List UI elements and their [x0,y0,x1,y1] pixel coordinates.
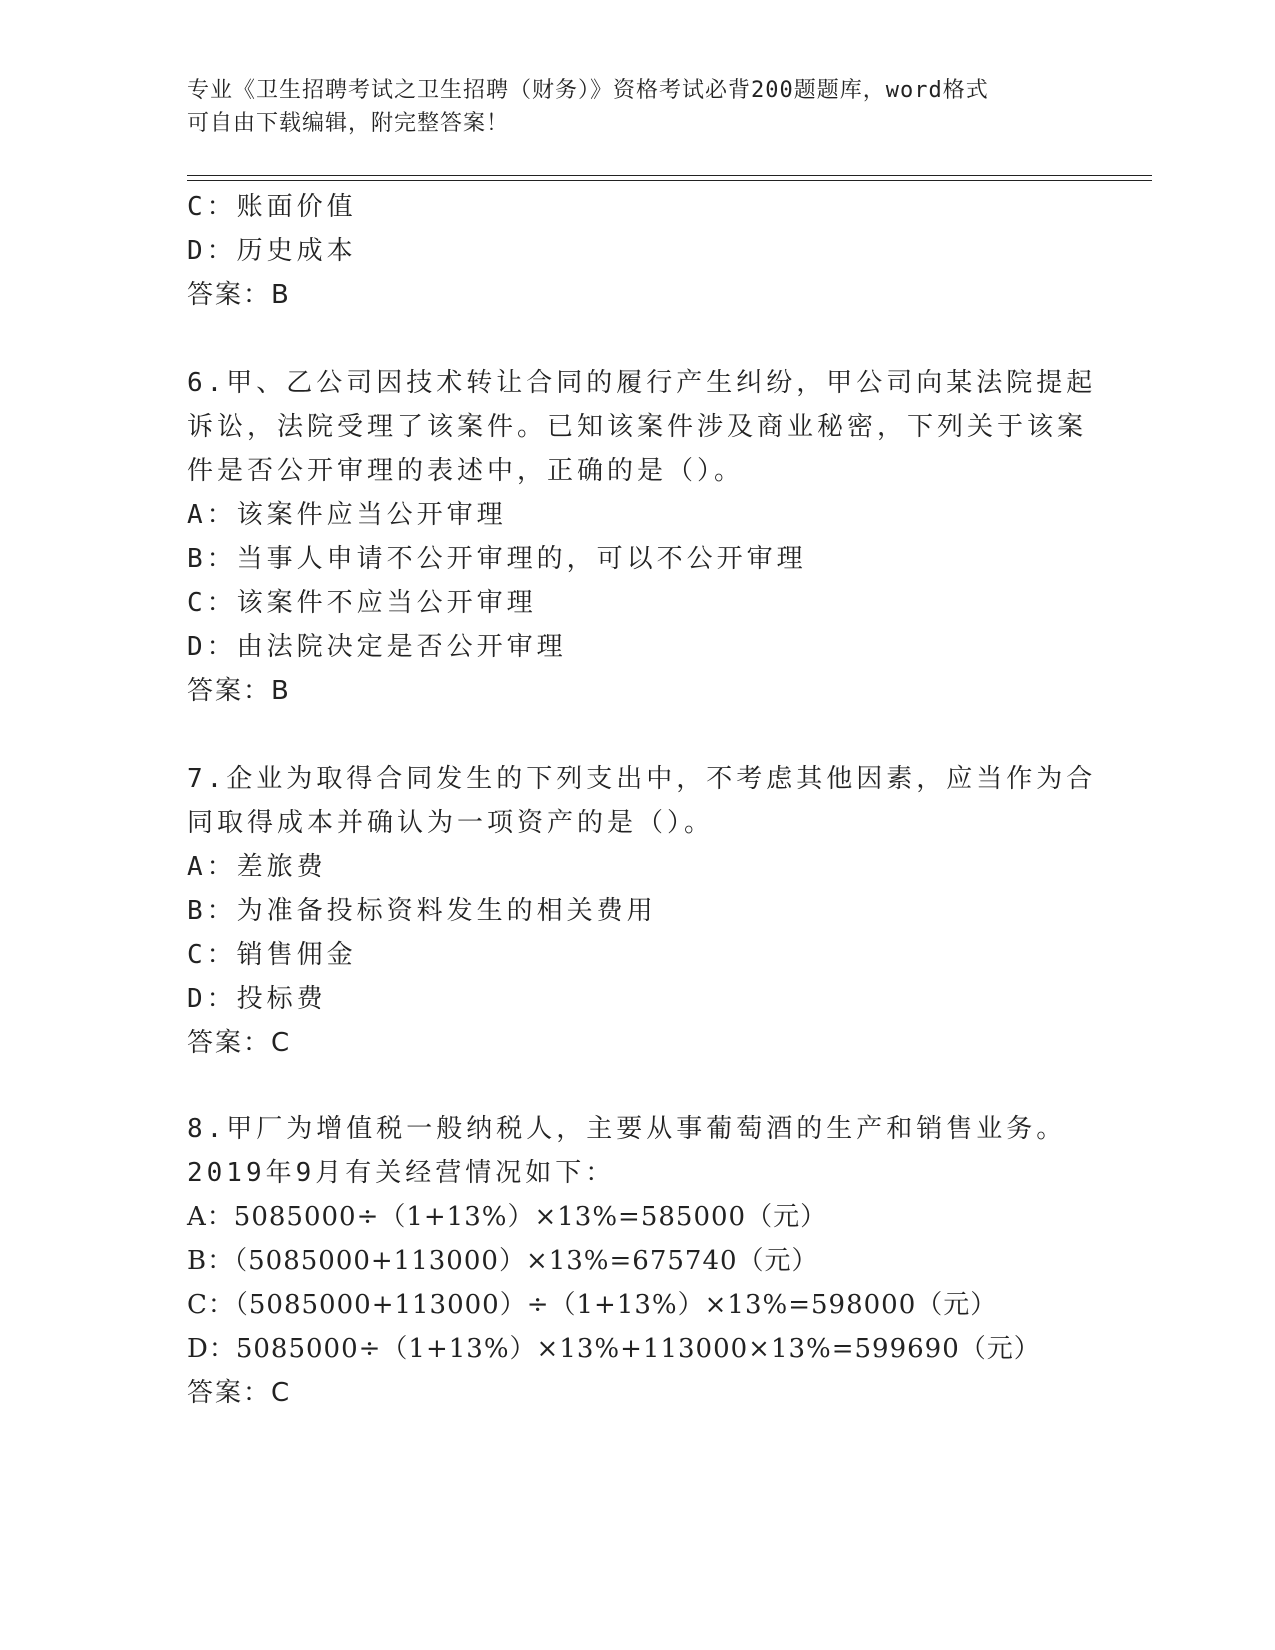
header-line-1: 专业《卫生招聘考试之卫生招聘（财务）》资格考试必背200题题库，word格式 [187,78,989,103]
q7-answer: 答案：C [187,1028,292,1058]
header-divider-top [187,175,1152,176]
q8-option-c: C：（5085000+113000）÷（1+13%）×13%=598000（元） [187,1290,998,1320]
q6-option-c: C：该案件不应当公开审理 [187,588,537,618]
q6-option-b: B：当事人申请不公开审理的，可以不公开审理 [187,544,807,574]
q7-option-b: B：为准备投标资料发生的相关费用 [187,896,657,926]
q8-answer: 答案：C [187,1378,292,1408]
q6-stem-line-1: 6.甲、乙公司因技术转让合同的履行产生纠纷，甲公司向某法院提起 [187,368,1097,398]
q6-option-d: D：由法院决定是否公开审理 [187,632,567,662]
q6-option-a: A：该案件应当公开审理 [187,500,507,530]
q8-option-b: B：（5085000+113000）×13%=675740（元） [187,1246,819,1276]
header-line-2: 可自由下载编辑，附完整答案！ [187,111,510,136]
q5-option-d: D：历史成本 [187,236,357,266]
document-header [187,74,1067,140]
q6-stem-line-2: 诉讼，法院受理了该案件。已知该案件涉及商业秘密，下列关于该案 [187,412,1088,442]
q5-option-c: C：账面价值 [187,192,357,222]
q7-stem-line-2: 同取得成本并确认为一项资产的是（）。 [187,808,715,838]
q8-stem-line-2: 2019年9月有关经营情况如下： [187,1158,616,1188]
q7-option-a: A：差旅费 [187,852,327,882]
q6-answer: 答案：B [187,676,291,706]
q6-stem-line-3: 件是否公开审理的表述中，正确的是（）。 [187,456,745,486]
q7-stem-line-1: 7.企业为取得合同发生的下列支出中，不考虑其他因素，应当作为合 [187,764,1097,794]
q7-option-c: C：销售佣金 [187,940,357,970]
header-divider-bottom [187,180,1152,181]
q8-option-a: A：5085000÷（1+13%）×13%=585000（元） [187,1202,828,1232]
q8-option-d: D：5085000÷（1+13%）×13%+113000×13%=599690（元） [187,1334,1041,1364]
q7-option-d: D：投标费 [187,984,327,1014]
q5-answer: 答案：B [187,280,291,310]
q8-stem-line-1: 8.甲厂为增值税一般纳税人，主要从事葡萄酒的生产和销售业务。 [187,1114,1067,1144]
